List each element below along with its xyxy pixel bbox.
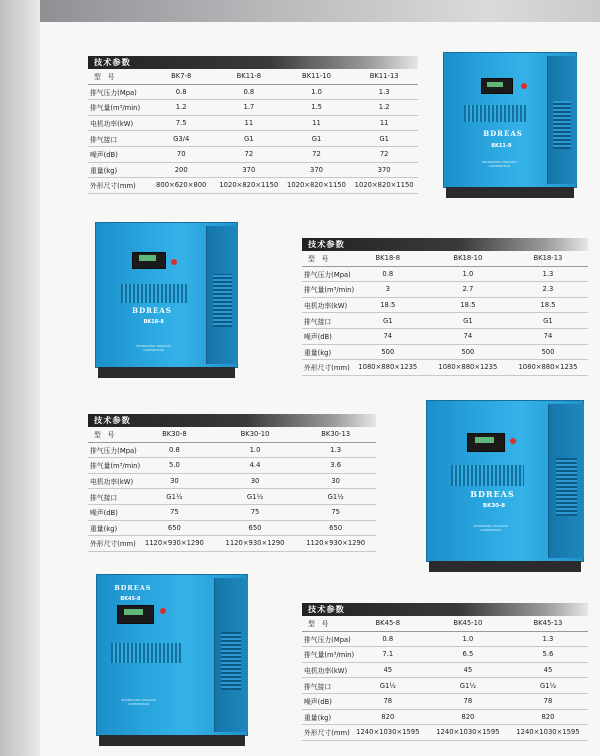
spec-value: 1.7	[215, 100, 283, 116]
spec-value: 650	[134, 520, 215, 536]
row-label: 重量(kg)	[88, 162, 147, 178]
row-label: 重量(kg)	[302, 709, 348, 725]
spec-row	[302, 344, 588, 360]
compressor-image-bk11	[443, 52, 577, 198]
spec-row	[88, 520, 376, 536]
spec-value: 800×620×800	[147, 178, 215, 194]
front-grille	[121, 284, 187, 303]
spec-value: 1.0	[215, 442, 296, 458]
spec-row	[88, 100, 418, 116]
spec-value: 1020×820×1150	[215, 178, 283, 194]
spec-value: 18.5	[428, 297, 508, 313]
spec-row	[302, 360, 588, 376]
spec-value: 1080×880×1235	[348, 360, 428, 376]
spec-row	[88, 178, 418, 194]
spec-value: 11	[350, 115, 418, 131]
spec-value: 70	[147, 146, 215, 162]
spec-value: 650	[215, 520, 296, 536]
spec-value: G1½	[134, 489, 215, 505]
front-grille	[464, 105, 526, 123]
spec-row	[302, 631, 588, 647]
model-name: BK11-13	[350, 69, 418, 84]
spec-value: 1.0	[283, 84, 351, 100]
spec-table-title: 技术参数	[88, 414, 376, 427]
row-label: 型 号	[302, 616, 348, 631]
spec-value: 45	[348, 662, 428, 678]
spec-value: 45	[428, 662, 508, 678]
model-plate: BK11-8	[491, 142, 512, 149]
spec-value: 11	[283, 115, 351, 131]
spec-row	[302, 266, 588, 282]
row-label: 排气压力(Mpa)	[302, 266, 348, 282]
maker-tag: ZHONGDING XINXIANG COMPRESSOR	[136, 343, 171, 352]
spec-row	[88, 489, 376, 505]
row-label: 型 号	[88, 427, 134, 442]
row-label: 噪声(dB)	[302, 693, 348, 709]
brand-logo: BDREAS	[470, 489, 515, 500]
row-label: 电机功率(kW)	[88, 115, 147, 131]
row-label: 电机功率(kW)	[88, 473, 134, 489]
spec-value: 1.0	[428, 266, 508, 282]
spec-row	[302, 709, 588, 725]
spec-grid	[302, 616, 588, 741]
model-name: BK11-8	[215, 69, 283, 84]
spec-value: G1½	[295, 489, 376, 505]
page-edge-left	[0, 0, 40, 756]
spec-value: 30	[295, 473, 376, 489]
compressor-base	[98, 367, 235, 378]
spec-value: G1½	[428, 678, 508, 694]
spec-value: G1½	[508, 678, 588, 694]
spec-value: G1	[215, 131, 283, 147]
row-label: 重量(kg)	[302, 344, 348, 360]
compressor-base	[446, 187, 574, 198]
spec-value: 1020×820×1150	[350, 178, 418, 194]
spec-value: 0.8	[134, 442, 215, 458]
side-vent	[221, 632, 241, 691]
spec-value: 6.5	[428, 647, 508, 663]
spec-value: 0.8	[215, 84, 283, 100]
spec-row	[88, 115, 418, 131]
spec-value: 74	[428, 328, 508, 344]
spec-row	[88, 458, 376, 474]
spec-value: 18.5	[508, 297, 588, 313]
spec-value: 1.5	[283, 100, 351, 116]
spec-value: 78	[428, 693, 508, 709]
row-label: 噪声(dB)	[302, 328, 348, 344]
spec-value: 370	[215, 162, 283, 178]
row-label: 排气量(m³/min)	[302, 647, 348, 663]
spec-value: G1½	[348, 678, 428, 694]
spec-value: 500	[508, 344, 588, 360]
spec-table-title: 技术参数	[302, 603, 588, 616]
row-label: 排气接口	[302, 678, 348, 694]
spec-value: 7.5	[147, 115, 215, 131]
spec-row	[302, 678, 588, 694]
model-name: BK45-8	[348, 616, 428, 631]
spec-table-bk18	[302, 238, 588, 376]
spec-value: G1	[508, 313, 588, 329]
model-name: BK11-10	[283, 69, 351, 84]
spec-value: 75	[134, 504, 215, 520]
spec-row	[302, 693, 588, 709]
model-name: BK18-8	[348, 251, 428, 266]
compressor-side-panel	[547, 56, 577, 184]
spec-value: 75	[295, 504, 376, 520]
spec-row	[88, 536, 376, 552]
spec-value: 5.0	[134, 458, 215, 474]
spec-value: 78	[348, 693, 428, 709]
model-plate: BK18-8	[143, 318, 164, 325]
spec-value: 820	[428, 709, 508, 725]
spec-value: 820	[348, 709, 428, 725]
spec-value: 1120×930×1290	[295, 536, 376, 552]
spec-table-bk11	[88, 56, 418, 194]
model-name: BK45-10	[428, 616, 508, 631]
spec-value: 1240×1030×1595	[348, 725, 428, 741]
spec-row	[88, 442, 376, 458]
spec-value: 820	[508, 709, 588, 725]
spec-value: 78	[508, 693, 588, 709]
spec-value: 3	[348, 282, 428, 298]
spec-value: 0.8	[348, 266, 428, 282]
spec-value: 1080×880×1235	[508, 360, 588, 376]
control-panel-icon	[132, 252, 166, 269]
control-panel-icon	[467, 433, 505, 452]
front-grille	[111, 643, 181, 664]
brand-logo: BDREAS	[114, 584, 152, 593]
row-label: 重量(kg)	[88, 520, 134, 536]
spec-value: 18.5	[348, 297, 428, 313]
row-label: 排气量(m³/min)	[88, 100, 147, 116]
compressor-image-bk18	[95, 222, 238, 378]
spec-value: 5.6	[508, 647, 588, 663]
front-grille	[451, 465, 524, 486]
spec-value: G3/4	[147, 131, 215, 147]
emergency-stop-icon	[510, 438, 516, 444]
spec-value: 1.3	[350, 84, 418, 100]
spec-value: 1.2	[147, 100, 215, 116]
model-name: BK18-13	[508, 251, 588, 266]
row-label: 噪声(dB)	[88, 146, 147, 162]
compressor-side-panel	[548, 404, 584, 558]
spec-value: 7.1	[348, 647, 428, 663]
compressor-side-panel	[206, 226, 238, 364]
spec-value: 500	[348, 344, 428, 360]
row-label: 噪声(dB)	[88, 504, 134, 520]
model-name: BK30-13	[295, 427, 376, 442]
spec-value: 75	[215, 504, 296, 520]
maker-tag: ZHONGDING XINXIANG COMPRESSOR	[473, 523, 509, 532]
spec-value: 1.3	[295, 442, 376, 458]
spec-value: 200	[147, 162, 215, 178]
spec-value: 1240×1030×1595	[428, 725, 508, 741]
model-row	[88, 427, 376, 442]
spec-row	[88, 131, 418, 147]
spec-row	[88, 84, 418, 100]
model-name: BK45-13	[508, 616, 588, 631]
spec-value: 1120×930×1290	[134, 536, 215, 552]
spec-row	[302, 297, 588, 313]
row-label: 排气接口	[88, 489, 134, 505]
spec-grid	[302, 251, 588, 376]
spec-value: 1120×930×1290	[215, 536, 296, 552]
side-vent	[553, 101, 571, 150]
spec-row	[302, 313, 588, 329]
compressor-base	[429, 561, 581, 572]
spec-row	[88, 162, 418, 178]
model-row	[88, 69, 418, 84]
model-row	[302, 251, 588, 266]
spec-row	[302, 647, 588, 663]
spec-table-bk30	[88, 414, 376, 552]
spec-row	[88, 473, 376, 489]
maker-tag: ZHONGDING XINXIANG COMPRESSOR	[121, 697, 156, 706]
model-name: BK7-8	[147, 69, 215, 84]
spec-value: 30	[215, 473, 296, 489]
row-label: 型 号	[88, 69, 147, 84]
spec-value: 2.3	[508, 282, 588, 298]
spec-value: 74	[348, 328, 428, 344]
model-row	[302, 616, 588, 631]
row-label: 电机功率(kW)	[302, 662, 348, 678]
page-edge-top	[40, 0, 600, 22]
compressor-base	[99, 735, 245, 746]
row-label: 排气压力(Mpa)	[88, 84, 147, 100]
spec-value: 11	[215, 115, 283, 131]
row-label: 排气接口	[302, 313, 348, 329]
row-label: 外形尺寸(mm)	[88, 536, 134, 552]
spec-value: 0.8	[147, 84, 215, 100]
row-label: 外形尺寸(mm)	[302, 725, 348, 741]
spec-value: 2.7	[428, 282, 508, 298]
model-plate: BK45-8	[120, 596, 141, 603]
spec-value: 74	[508, 328, 588, 344]
spec-value: G1½	[215, 489, 296, 505]
spec-value: 370	[350, 162, 418, 178]
spec-value: 1080×880×1235	[428, 360, 508, 376]
side-vent	[213, 274, 232, 326]
compressor-side-panel	[214, 578, 248, 732]
row-label: 排气量(m³/min)	[88, 458, 134, 474]
spec-value: G1	[350, 131, 418, 147]
spec-value: 0.8	[348, 631, 428, 647]
spec-value: 4.4	[215, 458, 296, 474]
model-plate: BK30-8	[482, 503, 506, 510]
maker-tag: ZHONGDING XINXIANG COMPRESSOR	[481, 160, 517, 169]
spec-grid	[88, 69, 418, 194]
spec-value: 72	[350, 146, 418, 162]
spec-row	[88, 504, 376, 520]
spec-row	[302, 282, 588, 298]
spec-value: 1.3	[508, 266, 588, 282]
spec-value: 1.0	[428, 631, 508, 647]
spec-value: 500	[428, 344, 508, 360]
spec-value: G1	[283, 131, 351, 147]
model-name: BK30-10	[215, 427, 296, 442]
spec-value: 1020×820×1150	[283, 178, 351, 194]
brand-logo: BDREAS	[483, 129, 523, 139]
control-panel-icon	[481, 78, 513, 94]
row-label: 电机功率(kW)	[302, 297, 348, 313]
spec-value: 3.6	[295, 458, 376, 474]
spec-value: 30	[134, 473, 215, 489]
model-name: BK30-8	[134, 427, 215, 442]
row-label: 排气压力(Mpa)	[302, 631, 348, 647]
model-name: BK18-10	[428, 251, 508, 266]
row-label: 外形尺寸(mm)	[88, 178, 147, 194]
spec-value: 45	[508, 662, 588, 678]
spec-value: 72	[283, 146, 351, 162]
spec-grid	[88, 427, 376, 552]
spec-table-title: 技术参数	[88, 56, 418, 69]
row-label: 排气压力(Mpa)	[88, 442, 134, 458]
spec-row	[302, 725, 588, 741]
spec-value: 370	[283, 162, 351, 178]
spec-table-bk45	[302, 603, 588, 741]
row-label: 型 号	[302, 251, 348, 266]
spec-value: G1	[348, 313, 428, 329]
spec-value: 1.3	[508, 631, 588, 647]
row-label: 外形尺寸(mm)	[302, 360, 348, 376]
spec-value: 650	[295, 520, 376, 536]
side-vent	[556, 458, 577, 517]
spec-row	[88, 146, 418, 162]
row-label: 排气接口	[88, 131, 147, 147]
emergency-stop-icon	[521, 83, 527, 89]
brand-logo: BDREAS	[132, 306, 172, 316]
spec-value: 1.2	[350, 100, 418, 116]
row-label: 排气量(m³/min)	[302, 282, 348, 298]
compressor-image-bk30	[426, 400, 584, 572]
spec-value: 72	[215, 146, 283, 162]
spec-value: G1	[428, 313, 508, 329]
spec-table-title: 技术参数	[302, 238, 588, 251]
control-panel-icon	[117, 605, 153, 624]
spec-row	[302, 328, 588, 344]
spec-value: 1240×1030×1595	[508, 725, 588, 741]
spec-row	[302, 662, 588, 678]
compressor-image-bk45	[96, 574, 248, 746]
